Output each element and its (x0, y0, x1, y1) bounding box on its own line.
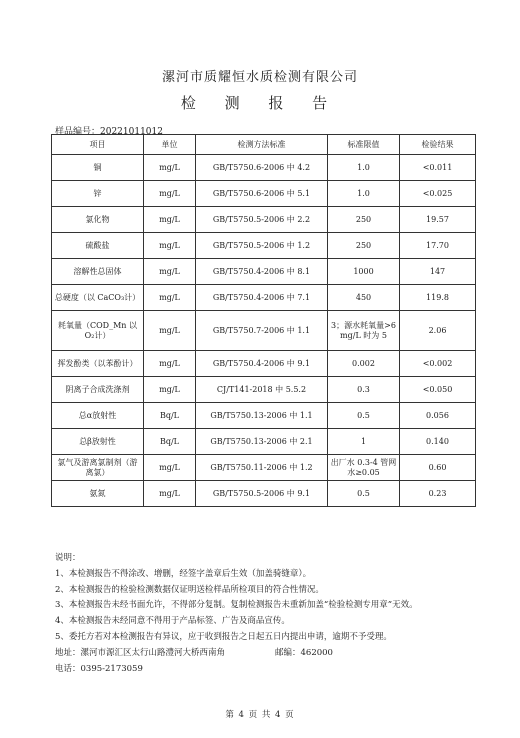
item-cell: 氨氮 (52, 481, 144, 507)
column-header: 单位 (144, 135, 196, 155)
item-cell: 总α放射性 (52, 403, 144, 429)
limit-cell: 450 (328, 285, 400, 311)
limit-cell: 250 (328, 207, 400, 233)
method-cell: GB/T5750.5-2006 中 1.2 (196, 233, 328, 259)
note-item: 5、委托方若对本检测报告有异议，应于收到报告之日起五日内提出申请，逾期不予受理。 (55, 631, 392, 642)
result-cell: <0.025 (400, 181, 476, 207)
limit-cell: 3；源水耗氧量>6 mg/L 时为 5 (328, 311, 400, 351)
column-header: 标准限值 (328, 135, 400, 155)
note-item: 3、本检测报告未经书面允许，不得部分复制。复制检测报告未重新加盖“检验检测专用章”无效。 (55, 600, 418, 611)
table-row (52, 351, 476, 377)
result-cell: 2.06 (400, 311, 476, 351)
unit-cell: mg/L (144, 259, 196, 285)
postal-code: 邮编：462000 (275, 647, 333, 658)
result-cell: 119.8 (400, 285, 476, 311)
result-cell: 0.140 (400, 429, 476, 455)
note-item: 1、本检测报告不得涂改、增删，经签字盖章后生效（加盖骑缝章）。 (55, 568, 312, 579)
method-cell: GB/T5750.4-2006 中 9.1 (196, 351, 328, 377)
result-cell: 0.60 (400, 455, 476, 481)
result-cell: 17.70 (400, 233, 476, 259)
column-header: 项目 (52, 135, 144, 155)
item-cell: 总β放射性 (52, 429, 144, 455)
item-cell: 氯化物 (52, 207, 144, 233)
table-row (52, 259, 476, 285)
limit-cell: 0.5 (328, 481, 400, 507)
result-cell: <0.050 (400, 377, 476, 403)
table-row (52, 311, 476, 351)
limit-cell: 1.0 (328, 181, 400, 207)
unit-cell: mg/L (144, 155, 196, 181)
item-cell: 总硬度（以 CaCO₃计） (52, 285, 144, 311)
table-row (52, 285, 476, 311)
item-cell: 锌 (52, 181, 144, 207)
limit-cell: 0.3 (328, 377, 400, 403)
method-cell: GB/T5750.13-2006 中 2.1 (196, 429, 328, 455)
result-cell: 0.23 (400, 481, 476, 507)
page-number: 第 4 页 共 4 页 (225, 710, 295, 720)
item-cell: 挥发酚类（以苯酚计） (52, 351, 144, 377)
item-cell: 氯气及游离氯制剂（游离氯） (52, 455, 144, 481)
unit-cell: mg/L (144, 455, 196, 481)
limit-cell: 0.5 (328, 403, 400, 429)
unit-cell: mg/L (144, 285, 196, 311)
item-cell: 耗氧量（COD_Mn 以 O₂计） (52, 311, 144, 351)
item-cell: 溶解性总固体 (52, 259, 144, 285)
result-cell: 0.056 (400, 403, 476, 429)
table-row (52, 377, 476, 403)
unit-cell: mg/L (144, 377, 196, 403)
method-cell: GB/T5750.7-2006 中 1.1 (196, 311, 328, 351)
result-cell: <0.011 (400, 155, 476, 181)
unit-cell: Bq/L (144, 429, 196, 455)
item-cell: 硫酸盐 (52, 233, 144, 259)
result-cell: 19.57 (400, 207, 476, 233)
table-row (52, 207, 476, 233)
item-cell: 铜 (52, 155, 144, 181)
limit-cell: 1 (328, 429, 400, 455)
company-name: 漯河市质耀恒水质检测有限公司 (161, 70, 358, 85)
note-item: 4、本检测报告未经同意不得用于产品标签、广告及商品宣传。 (55, 616, 290, 627)
column-header: 检测方法标准 (196, 135, 328, 155)
unit-cell: mg/L (144, 351, 196, 377)
limit-cell: 0.002 (328, 351, 400, 377)
table-row (52, 455, 476, 481)
unit-cell: mg/L (144, 311, 196, 351)
phone: 电话：0395-2173059 (55, 663, 143, 674)
method-cell: GB/T5750.4-2006 中 8.1 (196, 259, 328, 285)
table-row (52, 429, 476, 455)
limit-cell: 250 (328, 233, 400, 259)
limit-cell: 出厂水 0.3-4 管网水≥0.05 (328, 455, 400, 481)
table-row (52, 481, 476, 507)
address-row (55, 646, 500, 662)
method-cell: GB/T5750.6-2006 中 4.2 (196, 155, 328, 181)
notes-section (55, 551, 500, 677)
unit-cell: mg/L (144, 207, 196, 233)
notes-heading: 说明： (55, 553, 81, 563)
result-cell: 147 (400, 259, 476, 285)
table-header-row (52, 135, 476, 155)
table-body (52, 155, 476, 507)
unit-cell: mg/L (144, 233, 196, 259)
note-item: 2、本检测报告的检验检测数据仅证明送检样品所检项目的符合性情况。 (55, 584, 324, 595)
sample-number: 样品编号：20221011012 (55, 127, 163, 137)
method-cell: CJ/T141-2018 中 5.5.2 (196, 377, 328, 403)
unit-cell: mg/L (144, 181, 196, 207)
method-cell: GB/T5750.5-2006 中 2.2 (196, 207, 328, 233)
method-cell: GB/T5750.13-2006 中 1.1 (196, 403, 328, 429)
method-cell: GB/T5750.4-2006 中 7.1 (196, 285, 328, 311)
unit-cell: mg/L (144, 481, 196, 507)
results-table (51, 134, 476, 507)
method-cell: GB/T5750.5-2006 中 9.1 (196, 481, 328, 507)
method-cell: GB/T5750.6-2006 中 5.1 (196, 181, 328, 207)
table-row (52, 233, 476, 259)
table-row (52, 403, 476, 429)
item-cell: 阴离子合成洗涤剂 (52, 377, 144, 403)
address: 地址：漯河市源汇区太行山路澧河大桥西南角 (55, 647, 226, 658)
column-header: 检验结果 (400, 135, 476, 155)
table-row (52, 155, 476, 181)
table-row (52, 181, 476, 207)
result-cell: <0.002 (400, 351, 476, 377)
limit-cell: 1000 (328, 259, 400, 285)
limit-cell: 1.0 (328, 155, 400, 181)
unit-cell: Bq/L (144, 403, 196, 429)
method-cell: GB/T5750.11-2006 中 1.2 (196, 455, 328, 481)
report-title: 检 测 报 告 (180, 94, 340, 112)
